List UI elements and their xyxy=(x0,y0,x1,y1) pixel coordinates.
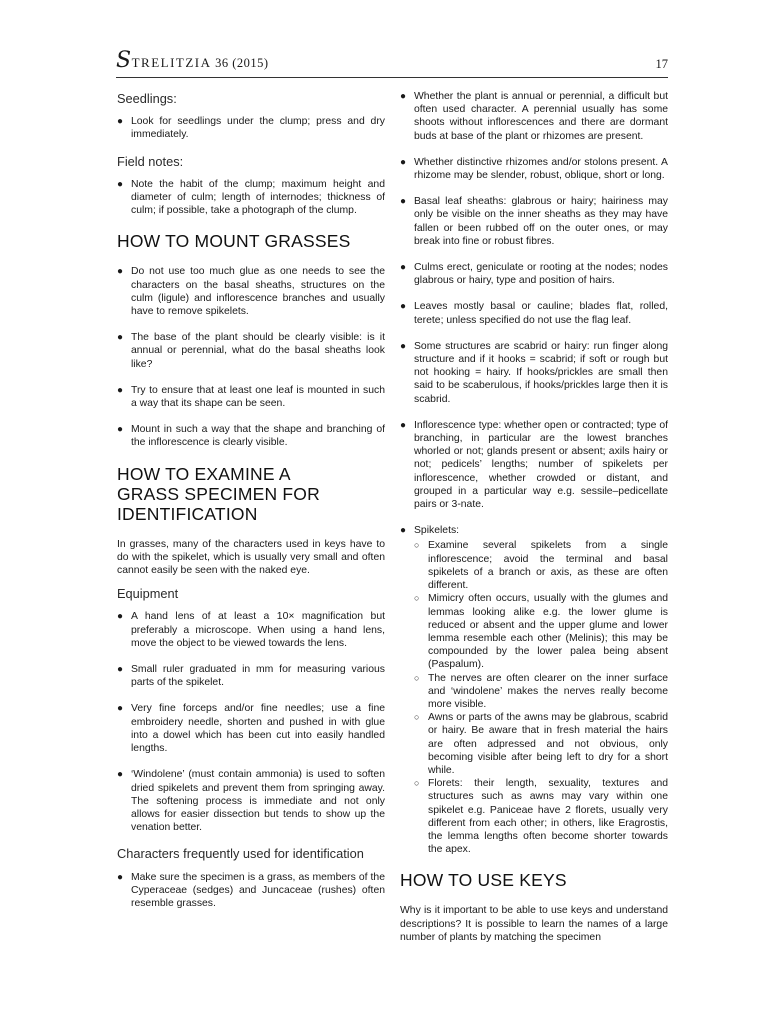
list-item: ● Mount in such a way that the shape and branching of the inflorescence is clearly visible. xyxy=(117,424,385,449)
equipment-heading: Equipment xyxy=(117,586,179,602)
list-item: ● Inflorescence type: whether open or contracted; type of branching, in particular are the lowest branches whorled or not; glands present or absent; axils hairy or not; pedicels’ lengths; number of spikelets per inflorescence, whether crowded or distant, and grouped in a particular way e.g. sessile–pedicellate pairs or 3-nate. xyxy=(400,419,668,511)
list-item: ● Make sure the specimen is a grass, as members of the Cyperaceae (sedges) and Juncaceae (rushes) often resemble grasses. xyxy=(117,871,385,909)
hollow-bullet-icon: ○ xyxy=(414,593,420,604)
list-item: ● The base of the plant should be clearly visible: is it annual or perennial, what do the basal sheaths look like? xyxy=(117,332,385,370)
list-item: ● Whether distinctive rhizomes and/or stolons present. A rhizome may be slender, robust, oblique, short or long. xyxy=(400,156,668,182)
sublist-item: ○ Awns or parts of the awns may be glabrous, scabrid or hairy. Be aware that in fresh material the hairs are often adpressed and not obvious, only becoming visible after being left to dry for a short while. xyxy=(414,712,668,776)
list-item: ● Basal leaf sheaths: glabrous or hairy; hairiness may only be visible on the inner sheaths as they may have fallen or been rubbed off on the outer ones, or may break into fine or robust fibres. xyxy=(400,196,668,247)
bullet-icon: ● xyxy=(117,116,124,128)
bullet-icon: ● xyxy=(117,266,124,278)
list-item: ● Whether the plant is annual or perennial, a difficult but often used character. A perennial usually has some shoots without inflorescences and there are dormant buds at base of the plant or rhizomes are present. xyxy=(400,91,668,142)
list-item: ● Try to ensure that at least one leaf is mounted in such a way that its shape can be seen. xyxy=(117,384,385,410)
seedlings-heading: Seedlings: xyxy=(117,91,177,106)
spikelets-label: Spikelets: xyxy=(414,525,460,537)
journal-initial: S xyxy=(116,48,132,73)
list-item: ● Leaves mostly basal or cauline; blades flat, rolled, terete; unless specified do not use the flag leaf. xyxy=(400,301,668,326)
keys-paragraph: Why is it important to be able to use keys and understand descriptions? It is possible to learn the names of a large number of plants by matching the specimen xyxy=(400,905,668,943)
page-number: 17 xyxy=(655,57,668,71)
examine-paragraph: In grasses, many of the characters used in keys have to do with the spikelet, which is usually very small and often cannot easily be seen with the naked eye. xyxy=(117,538,385,577)
field-notes-heading: Field notes: xyxy=(117,153,184,169)
bullet-icon: ● xyxy=(117,871,124,883)
right-column xyxy=(400,90,668,954)
sublist-item: ○ Florets: their length, sexuality, textures and structures such as awns may vary within one spikelet e.g. Paniceae have 2 florets, usually very different from each other; in others, like Eragrostis, the lemma lengths often become shorter towards the apex. xyxy=(414,778,668,856)
bullet-icon: ● xyxy=(400,91,407,102)
bullet-icon: ● xyxy=(400,525,407,537)
sublist-item: ○ The nerves are often clearer on the inner surface and ‘windolene’ makes the nerves really become more visible. xyxy=(414,672,668,710)
bullet-icon: ● xyxy=(117,384,124,396)
bullet-icon: ● xyxy=(117,611,124,623)
bullet-icon: ● xyxy=(400,196,407,208)
list-item xyxy=(400,524,668,537)
bullet-icon: ● xyxy=(400,301,407,313)
bullet-icon: ● xyxy=(117,178,124,190)
running-header xyxy=(116,48,668,78)
bullet-icon: ● xyxy=(117,332,124,344)
list-item: ● ‘Windolene’ (must contain ammonia) is used to soften dried spikelets and prevent them from springing away. The softening process is immediate and not only allows for easier dissection but tends to show up the venation better. xyxy=(117,769,385,834)
bullet-icon: ● xyxy=(117,769,124,781)
list-item: ● Culms erect, geniculate or rooting at the nodes; nodes glabrous or hairy, type and position of hairs. xyxy=(400,262,668,287)
bullet-icon: ● xyxy=(117,703,124,715)
list-item: ● Very fine forceps and/or fine needles; use a fine embroidery needle, shorten and pushed in with glue into a dowel which has been cut into easily handled lengths. xyxy=(117,703,385,755)
sublist-item: ○ Examine several spikelets from a single inflorescence; avoid the terminal and basal spikelets of a branch or axis, as these are often different. xyxy=(414,540,668,592)
journal-name: TRELITZIA xyxy=(131,55,212,70)
mount-heading: HOW TO MOUNT GRASSES xyxy=(117,231,351,252)
list-item: ● Some structures are scabrid or hairy: run finger along structure and if it hooks = scabrid; if soft or rough but not hooking = hairy. If hooks/prickles are small then said to be scaberulous, if hooks/prickles large then it is scabrid. xyxy=(400,340,668,405)
bullet-icon: ● xyxy=(117,664,124,676)
hollow-bullet-icon: ○ xyxy=(414,672,420,683)
list-item: ● Small ruler graduated in mm for measuring various parts of the spikelet. xyxy=(117,664,385,689)
list-item: ● Do not use too much glue as one needs to see the characters on the basal sheaths, structures on the culm (ligule) and inflorescence branches and usually have to remove spikelets. xyxy=(117,266,385,318)
bullet-icon: ● xyxy=(400,340,407,352)
header-rule xyxy=(116,77,668,78)
bullet-icon: ● xyxy=(400,419,407,431)
sublist-item: ○ Mimicry often occurs, usually with the glumes and lemmas looking alike e.g. the lower glume is reduced or absent and the upper glume and lower lemma resemble each other (Melinis); this may be compounded by the lower palea being absent (Paspalum). xyxy=(414,593,668,671)
list-item: ● Note the habit of the clump; maximum height and diameter of culm; length of internodes; thickness of culm; if possible, take a photograph of the clump. xyxy=(117,178,385,217)
hollow-bullet-icon: ○ xyxy=(414,540,420,551)
keys-heading: HOW TO USE KEYS xyxy=(400,870,567,891)
hollow-bullet-icon: ○ xyxy=(414,712,420,723)
journal-issue: 36 (2015) xyxy=(215,56,269,70)
hollow-bullet-icon: ○ xyxy=(414,778,420,789)
bullet-icon: ● xyxy=(400,262,407,274)
journal-title xyxy=(116,50,269,72)
list-item: ● Look for seedlings under the clump; press and dry immediately. xyxy=(117,116,385,141)
bullet-icon: ● xyxy=(400,156,407,168)
examine-heading: HOW TO EXAMINE A GRASS SPECIMEN FOR IDENTIFICATION xyxy=(117,463,320,524)
bullet-icon: ● xyxy=(117,424,124,436)
list-item: ● A hand lens of at least a 10× magnification but preferably a microscope. When using a hand lens, move the object to be viewed towards the lens. xyxy=(117,611,385,649)
characters-heading: Characters frequently used for identification xyxy=(117,846,364,862)
left-column xyxy=(117,90,385,923)
spikelet-sublist xyxy=(414,539,668,856)
